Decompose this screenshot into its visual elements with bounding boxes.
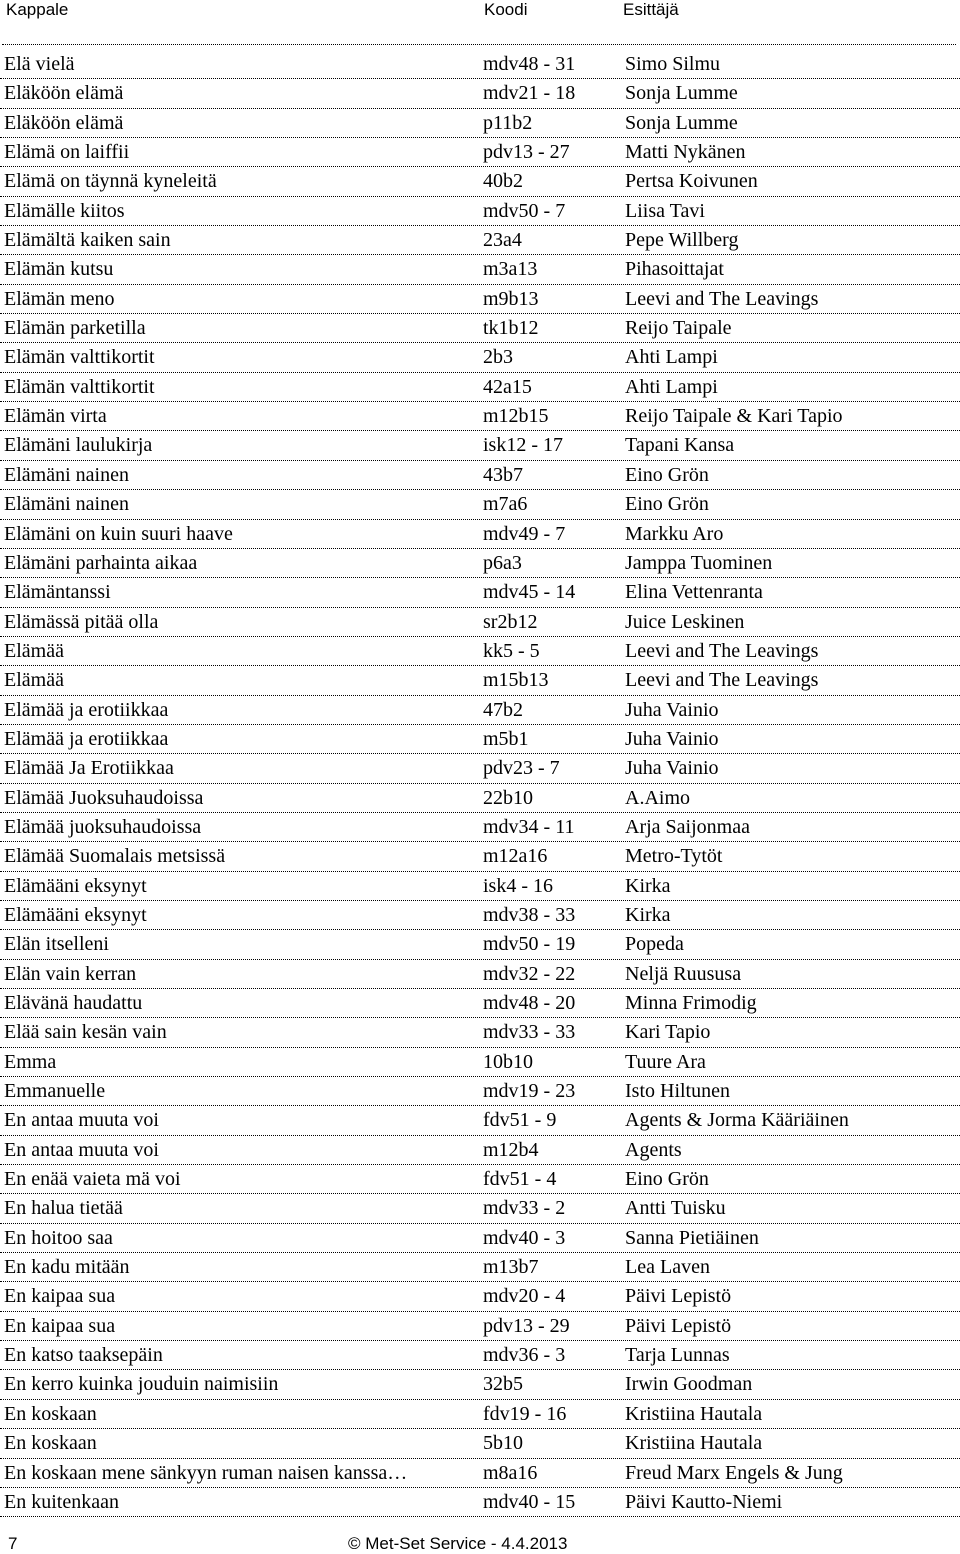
song-artist: Päivi Lepistö: [625, 1314, 732, 1337]
list-item: [0, 1106, 960, 1135]
song-code: mdv49 - 7: [483, 522, 566, 545]
song-title: Elämälle kiitos: [4, 199, 125, 222]
list-item: [0, 373, 960, 402]
song-code: 5b10: [483, 1432, 523, 1455]
song-code: mdv33 - 2: [483, 1197, 566, 1220]
song-code: pdv23 - 7: [483, 757, 560, 780]
list-item: [0, 138, 960, 167]
song-artist: Ahti Lampi: [625, 346, 718, 369]
song-code: m12b4: [483, 1138, 539, 1161]
song-artist: Kristiina Hautala: [625, 1432, 763, 1455]
song-artist: Jamppa Tuominen: [625, 551, 773, 574]
song-code: isk12 - 17: [483, 434, 563, 457]
header-code: Koodi: [484, 0, 528, 19]
song-artist: Pihasoittajat: [625, 258, 724, 281]
song-artist: A.Aimo: [625, 786, 690, 809]
list-item: [0, 1077, 960, 1106]
list-item: [0, 1282, 960, 1311]
song-code: p6a3: [483, 551, 522, 574]
song-title: Elää sain kesän vain: [4, 1021, 167, 1044]
song-title: Elämän valttikortit: [4, 375, 155, 398]
header-song: Kappale: [6, 0, 69, 19]
song-code: m12b15: [483, 405, 549, 428]
column-header: [0, 0, 960, 22]
song-artist: Leevi and The Leavings: [625, 669, 819, 692]
list-item: [0, 1048, 960, 1077]
song-list: [0, 50, 960, 1517]
song-code: mdv33 - 33: [483, 1021, 576, 1044]
header-artist: Esittäjä: [623, 0, 679, 19]
song-code: 10b10: [483, 1050, 533, 1073]
song-title: En kuitenkaan: [4, 1490, 119, 1513]
song-code: mdv34 - 11: [483, 815, 575, 838]
list-item: [0, 1429, 960, 1458]
song-title: Elämän parketilla: [4, 317, 146, 340]
list-item: [0, 255, 960, 284]
song-title: En kaipaa sua: [4, 1314, 116, 1337]
song-artist: Eino Grön: [625, 1168, 709, 1191]
song-code: mdv45 - 14: [483, 581, 576, 604]
list-item: [0, 1165, 960, 1194]
list-item: [0, 197, 960, 226]
song-title: En koskaan: [4, 1432, 97, 1455]
list-item: [0, 989, 960, 1018]
list-item: [0, 1312, 960, 1341]
song-title: Elämääni eksynyt: [4, 903, 147, 926]
list-item: [0, 725, 960, 754]
song-title: Elämältä kaiken sain: [4, 229, 171, 252]
song-artist: Pertsa Koivunen: [625, 170, 758, 193]
song-code: mdv40 - 3: [483, 1226, 566, 1249]
song-artist: Juha Vainio: [625, 727, 719, 750]
list-item: [0, 520, 960, 549]
song-artist: Kirka: [625, 903, 671, 926]
song-code: sr2b12: [483, 610, 538, 633]
list-item: [0, 696, 960, 725]
song-code: fdv51 - 9: [483, 1109, 557, 1132]
song-code: mdv48 - 31: [483, 53, 576, 75]
list-item: [0, 549, 960, 578]
song-artist: Leevi and The Leavings: [625, 287, 819, 310]
song-code: 22b10: [483, 786, 533, 809]
list-item: [0, 343, 960, 372]
song-title: Elämää Ja Erotiikkaa: [4, 757, 174, 780]
song-artist: Juha Vainio: [625, 757, 719, 780]
song-title: Elämää Juoksuhaudoissa: [4, 786, 204, 809]
list-item: [0, 608, 960, 637]
song-code: 32b5: [483, 1373, 523, 1396]
song-title: Elämää Suomalais metsissä: [4, 845, 226, 868]
song-artist: Ahti Lampi: [625, 375, 718, 398]
list-item: [0, 1400, 960, 1429]
song-code: m5b1: [483, 727, 529, 750]
song-title: En antaa muuta voi: [4, 1109, 159, 1132]
song-artist: Tarja Lunnas: [625, 1344, 730, 1367]
song-code: fdv19 - 16: [483, 1402, 567, 1425]
list-item: [0, 754, 960, 783]
list-item: [0, 50, 960, 79]
song-title: Elävänä haudattu: [4, 992, 143, 1014]
song-title: Elämän virta: [4, 405, 107, 428]
list-item: [0, 226, 960, 255]
song-artist: Irwin Goodman: [625, 1373, 753, 1396]
song-artist: Liisa Tavi: [625, 199, 705, 222]
song-artist: Sonja Lumme: [625, 82, 738, 105]
song-code: tk1b12: [483, 317, 539, 340]
song-title: Elä vielä: [4, 53, 75, 75]
list-item: [0, 1136, 960, 1165]
song-title: Elämän meno: [4, 287, 115, 310]
song-title: Elämää ja erotiikkaa: [4, 727, 169, 750]
song-artist: Juice Leskinen: [625, 610, 745, 633]
song-code: mdv21 - 18: [483, 82, 576, 105]
song-code: m3a13: [483, 258, 538, 281]
song-artist: Leevi and The Leavings: [625, 639, 819, 662]
song-title: En koskaan mene sänkyyn ruman naisen kanssa…: [4, 1461, 408, 1484]
list-item: [0, 872, 960, 901]
list-item: [0, 930, 960, 959]
song-artist: Kirka: [625, 874, 671, 897]
song-code: 2b3: [483, 346, 513, 369]
list-item: [0, 1488, 960, 1517]
song-title: Elämää: [4, 639, 64, 662]
song-code: mdv20 - 4: [483, 1285, 566, 1308]
song-title: Elämässä pitää olla: [4, 610, 159, 633]
list-item: [0, 1370, 960, 1399]
song-artist: Agents: [625, 1138, 682, 1161]
song-title: Emmanuelle: [4, 1080, 106, 1103]
song-artist: Antti Tuisku: [625, 1197, 726, 1220]
song-artist: Juha Vainio: [625, 698, 719, 721]
list-item: [0, 461, 960, 490]
page-footer: [0, 1534, 960, 1554]
song-artist: Arja Saijonmaa: [625, 815, 750, 838]
song-title: Elämäni on kuin suuri haave: [4, 522, 233, 545]
song-title: Elämäni nainen: [4, 493, 129, 516]
song-artist: Elina Vettenranta: [625, 581, 763, 604]
list-item: [0, 402, 960, 431]
song-title: Elän vain kerran: [4, 962, 137, 985]
song-code: m12a16: [483, 845, 548, 868]
song-code: m7a6: [483, 493, 528, 516]
song-artist: Sonja Lumme: [625, 111, 738, 134]
song-artist: Tuure Ara: [625, 1050, 706, 1073]
song-title: Eläköön elämä: [4, 111, 124, 134]
list-item: [0, 842, 960, 871]
list-item: [0, 960, 960, 989]
song-title: Elämäni nainen: [4, 463, 129, 486]
list-item: [0, 784, 960, 813]
song-title: Elämää juoksuhaudoissa: [4, 815, 202, 838]
song-code: mdv36 - 3: [483, 1344, 566, 1367]
list-item: [0, 637, 960, 666]
list-item: [0, 578, 960, 607]
song-title: Elämäni laulukirja: [4, 434, 153, 457]
list-item: [0, 1459, 960, 1488]
song-code: fdv51 - 4: [483, 1168, 557, 1191]
song-title: En halua tietää: [4, 1197, 123, 1220]
list-item: [0, 1253, 960, 1282]
list-item: [0, 901, 960, 930]
song-artist: Simo Silmu: [625, 53, 721, 75]
song-artist: Agents & Jorma Kääriäinen: [625, 1109, 849, 1132]
song-artist: Sanna Pietiäinen: [625, 1226, 759, 1249]
song-title: Elämäni parhainta aikaa: [4, 551, 198, 574]
song-title: Eläköön elämä: [4, 82, 124, 105]
list-item: [0, 314, 960, 343]
song-title: Elämää: [4, 669, 64, 692]
list-item: [0, 1018, 960, 1047]
list-item: [0, 285, 960, 314]
song-code: m13b7: [483, 1256, 539, 1279]
song-artist: Reijo Taipale & Kari Tapio: [625, 405, 843, 428]
song-title: Elämä on laiffii: [4, 141, 130, 164]
song-code: kk5 - 5: [483, 639, 540, 662]
song-artist: Matti Nykänen: [625, 141, 746, 164]
song-title: En antaa muuta voi: [4, 1138, 159, 1161]
song-title: En katso taaksepäin: [4, 1344, 163, 1367]
list-item: [0, 1341, 960, 1370]
song-code: 42a15: [483, 375, 532, 398]
song-artist: Neljä Ruususa: [625, 962, 742, 985]
song-code: isk4 - 16: [483, 874, 553, 897]
list-item: [0, 431, 960, 460]
song-code: mdv32 - 22: [483, 962, 576, 985]
song-code: 47b2: [483, 698, 523, 721]
song-artist: Pepe Willberg: [625, 229, 739, 252]
copyright-text: © Met-Set Service - 4.4.2013: [348, 1534, 568, 1553]
song-code: m9b13: [483, 287, 539, 310]
song-artist: Tapani Kansa: [625, 434, 735, 457]
song-artist: Kristiina Hautala: [625, 1402, 763, 1425]
song-code: mdv50 - 19: [483, 933, 576, 956]
song-artist: Minna Frimodig: [625, 992, 757, 1014]
song-title: Elämää ja erotiikkaa: [4, 698, 169, 721]
song-code: m8a16: [483, 1461, 538, 1484]
song-code: pdv13 - 29: [483, 1314, 570, 1337]
song-artist: Kari Tapio: [625, 1021, 711, 1044]
song-title: Elämän kutsu: [4, 258, 114, 281]
song-artist: Metro-Tytöt: [625, 845, 723, 868]
list-item: [0, 109, 960, 138]
song-code: 43b7: [483, 463, 523, 486]
song-code: m15b13: [483, 669, 549, 692]
song-title: Elämääni eksynyt: [4, 874, 147, 897]
list-item: [0, 167, 960, 196]
list-item: [0, 666, 960, 695]
song-code: pdv13 - 27: [483, 141, 570, 164]
song-artist: Lea Laven: [625, 1256, 710, 1279]
song-artist: Freud Marx Engels & Jung: [625, 1461, 843, 1484]
song-artist: Päivi Kautto-Niemi: [625, 1490, 783, 1513]
song-artist: Isto Hiltunen: [625, 1080, 730, 1103]
song-title: En kerro kuinka jouduin naimisiin: [4, 1373, 279, 1396]
song-code: p11b2: [483, 111, 533, 134]
song-title: Elämä on täynnä kyneleitä: [4, 170, 217, 193]
song-code: mdv50 - 7: [483, 199, 566, 222]
song-artist: Markku Aro: [625, 522, 724, 545]
list-item: [0, 79, 960, 108]
song-code: 23a4: [483, 229, 522, 252]
song-title: En koskaan: [4, 1402, 97, 1425]
list-item: [0, 813, 960, 842]
song-artist: Eino Grön: [625, 493, 709, 516]
song-title: Elän itselleni: [4, 933, 109, 956]
song-artist: Päivi Lepistö: [625, 1285, 732, 1308]
list-item: [0, 490, 960, 519]
song-title: En enää vaieta mä voi: [4, 1168, 181, 1191]
list-item: [0, 1194, 960, 1223]
song-title: Elämän valttikortit: [4, 346, 155, 369]
song-title: En hoitoo saa: [4, 1226, 113, 1249]
song-code: mdv48 - 20: [483, 992, 576, 1014]
song-artist: Popeda: [625, 933, 684, 956]
song-title: En kadu mitään: [4, 1256, 130, 1279]
header-divider: [2, 44, 956, 45]
song-code: 40b2: [483, 170, 523, 193]
song-artist: Reijo Taipale: [625, 317, 732, 340]
list-item: [0, 1224, 960, 1253]
song-code: mdv38 - 33: [483, 903, 576, 926]
song-artist: Eino Grön: [625, 463, 709, 486]
song-title: En kaipaa sua: [4, 1285, 116, 1308]
song-code: mdv40 - 15: [483, 1490, 576, 1513]
song-code: mdv19 - 23: [483, 1080, 576, 1103]
page-number: 7: [8, 1534, 18, 1553]
song-title: Elämäntanssi: [4, 581, 111, 604]
song-title: Emma: [4, 1050, 57, 1073]
